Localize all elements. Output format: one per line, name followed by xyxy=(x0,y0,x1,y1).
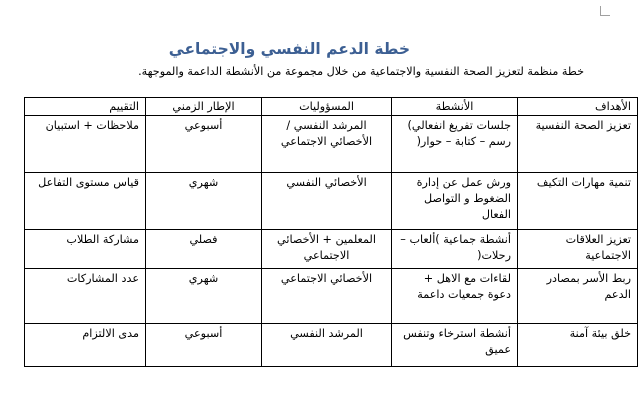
table-row xyxy=(25,116,638,173)
document-title: خطة الدعم النفسي والاجتماعي xyxy=(168,40,410,58)
cell-responsible: المرشد النفسي / الأخصائي الاجتماعي xyxy=(262,116,392,173)
cell-responsible: الأخصائي النفسي xyxy=(262,173,392,230)
cell-activity: أنشطة استرخاء وتنفس عميق xyxy=(392,324,518,367)
cell-goal: ربط الأسر بمصادر الدعم xyxy=(518,269,638,324)
cell-goal: تعزيز العلاقات الاجتماعية xyxy=(518,230,638,269)
table-row xyxy=(25,269,638,324)
cell-timeframe: فصلي xyxy=(146,230,262,269)
page-corner-marker xyxy=(600,6,610,16)
cell-responsible: المعلمين + الأخصائي الاجتماعي xyxy=(262,230,392,269)
cell-evaluation: مدى الالتزام xyxy=(25,324,146,367)
header-evaluation: التقييم xyxy=(25,98,146,116)
document-subtitle: خطة منظمة لتعزيز الصحة النفسية والاجتماعية من خلال مجموعة من الأنشطة الداعمة والموجهة. xyxy=(138,65,584,78)
support-plan-table xyxy=(24,97,638,367)
cell-activity: جلسات تفريغ انفعالي) رسم – كتابة – حوار( xyxy=(392,116,518,173)
cell-evaluation: عدد المشاركات xyxy=(25,269,146,324)
header-responsibilities: المسؤوليات xyxy=(262,98,392,116)
header-activities: الأنشطة xyxy=(392,98,518,116)
table-row xyxy=(25,230,638,269)
cell-responsible: المرشد النفسي xyxy=(262,324,392,367)
cell-responsible: الأخصائي الاجتماعي xyxy=(262,269,392,324)
header-goals: الأهداف xyxy=(518,98,638,116)
table-row xyxy=(25,324,638,367)
cell-timeframe: أسبوعي xyxy=(146,324,262,367)
cell-evaluation: مشاركة الطلاب xyxy=(25,230,146,269)
cell-activity: لقاءات مع الاهل + دعوة جمعيات داعمة xyxy=(392,269,518,324)
cell-goal: تنمية مهارات التكيف xyxy=(518,173,638,230)
cell-activity: ورش عمل عن إدارة الضغوط و التواصل الفعال xyxy=(392,173,518,230)
cell-goal: تعزيز الصحة النفسية xyxy=(518,116,638,173)
cell-evaluation: ملاحظات + استبيان xyxy=(25,116,146,173)
cell-timeframe: شهري xyxy=(146,269,262,324)
cell-timeframe: أسبوعي xyxy=(146,116,262,173)
cell-activity: أنشطة جماعية )ألعاب – رحلات( xyxy=(392,230,518,269)
cell-evaluation: قياس مستوى التفاعل xyxy=(25,173,146,230)
table-header-row xyxy=(25,98,638,116)
table-row xyxy=(25,173,638,230)
cell-goal: خلق بيئة آمنة xyxy=(518,324,638,367)
header-timeframe: الإطار الزمني xyxy=(146,98,262,116)
cell-timeframe: شهري xyxy=(146,173,262,230)
